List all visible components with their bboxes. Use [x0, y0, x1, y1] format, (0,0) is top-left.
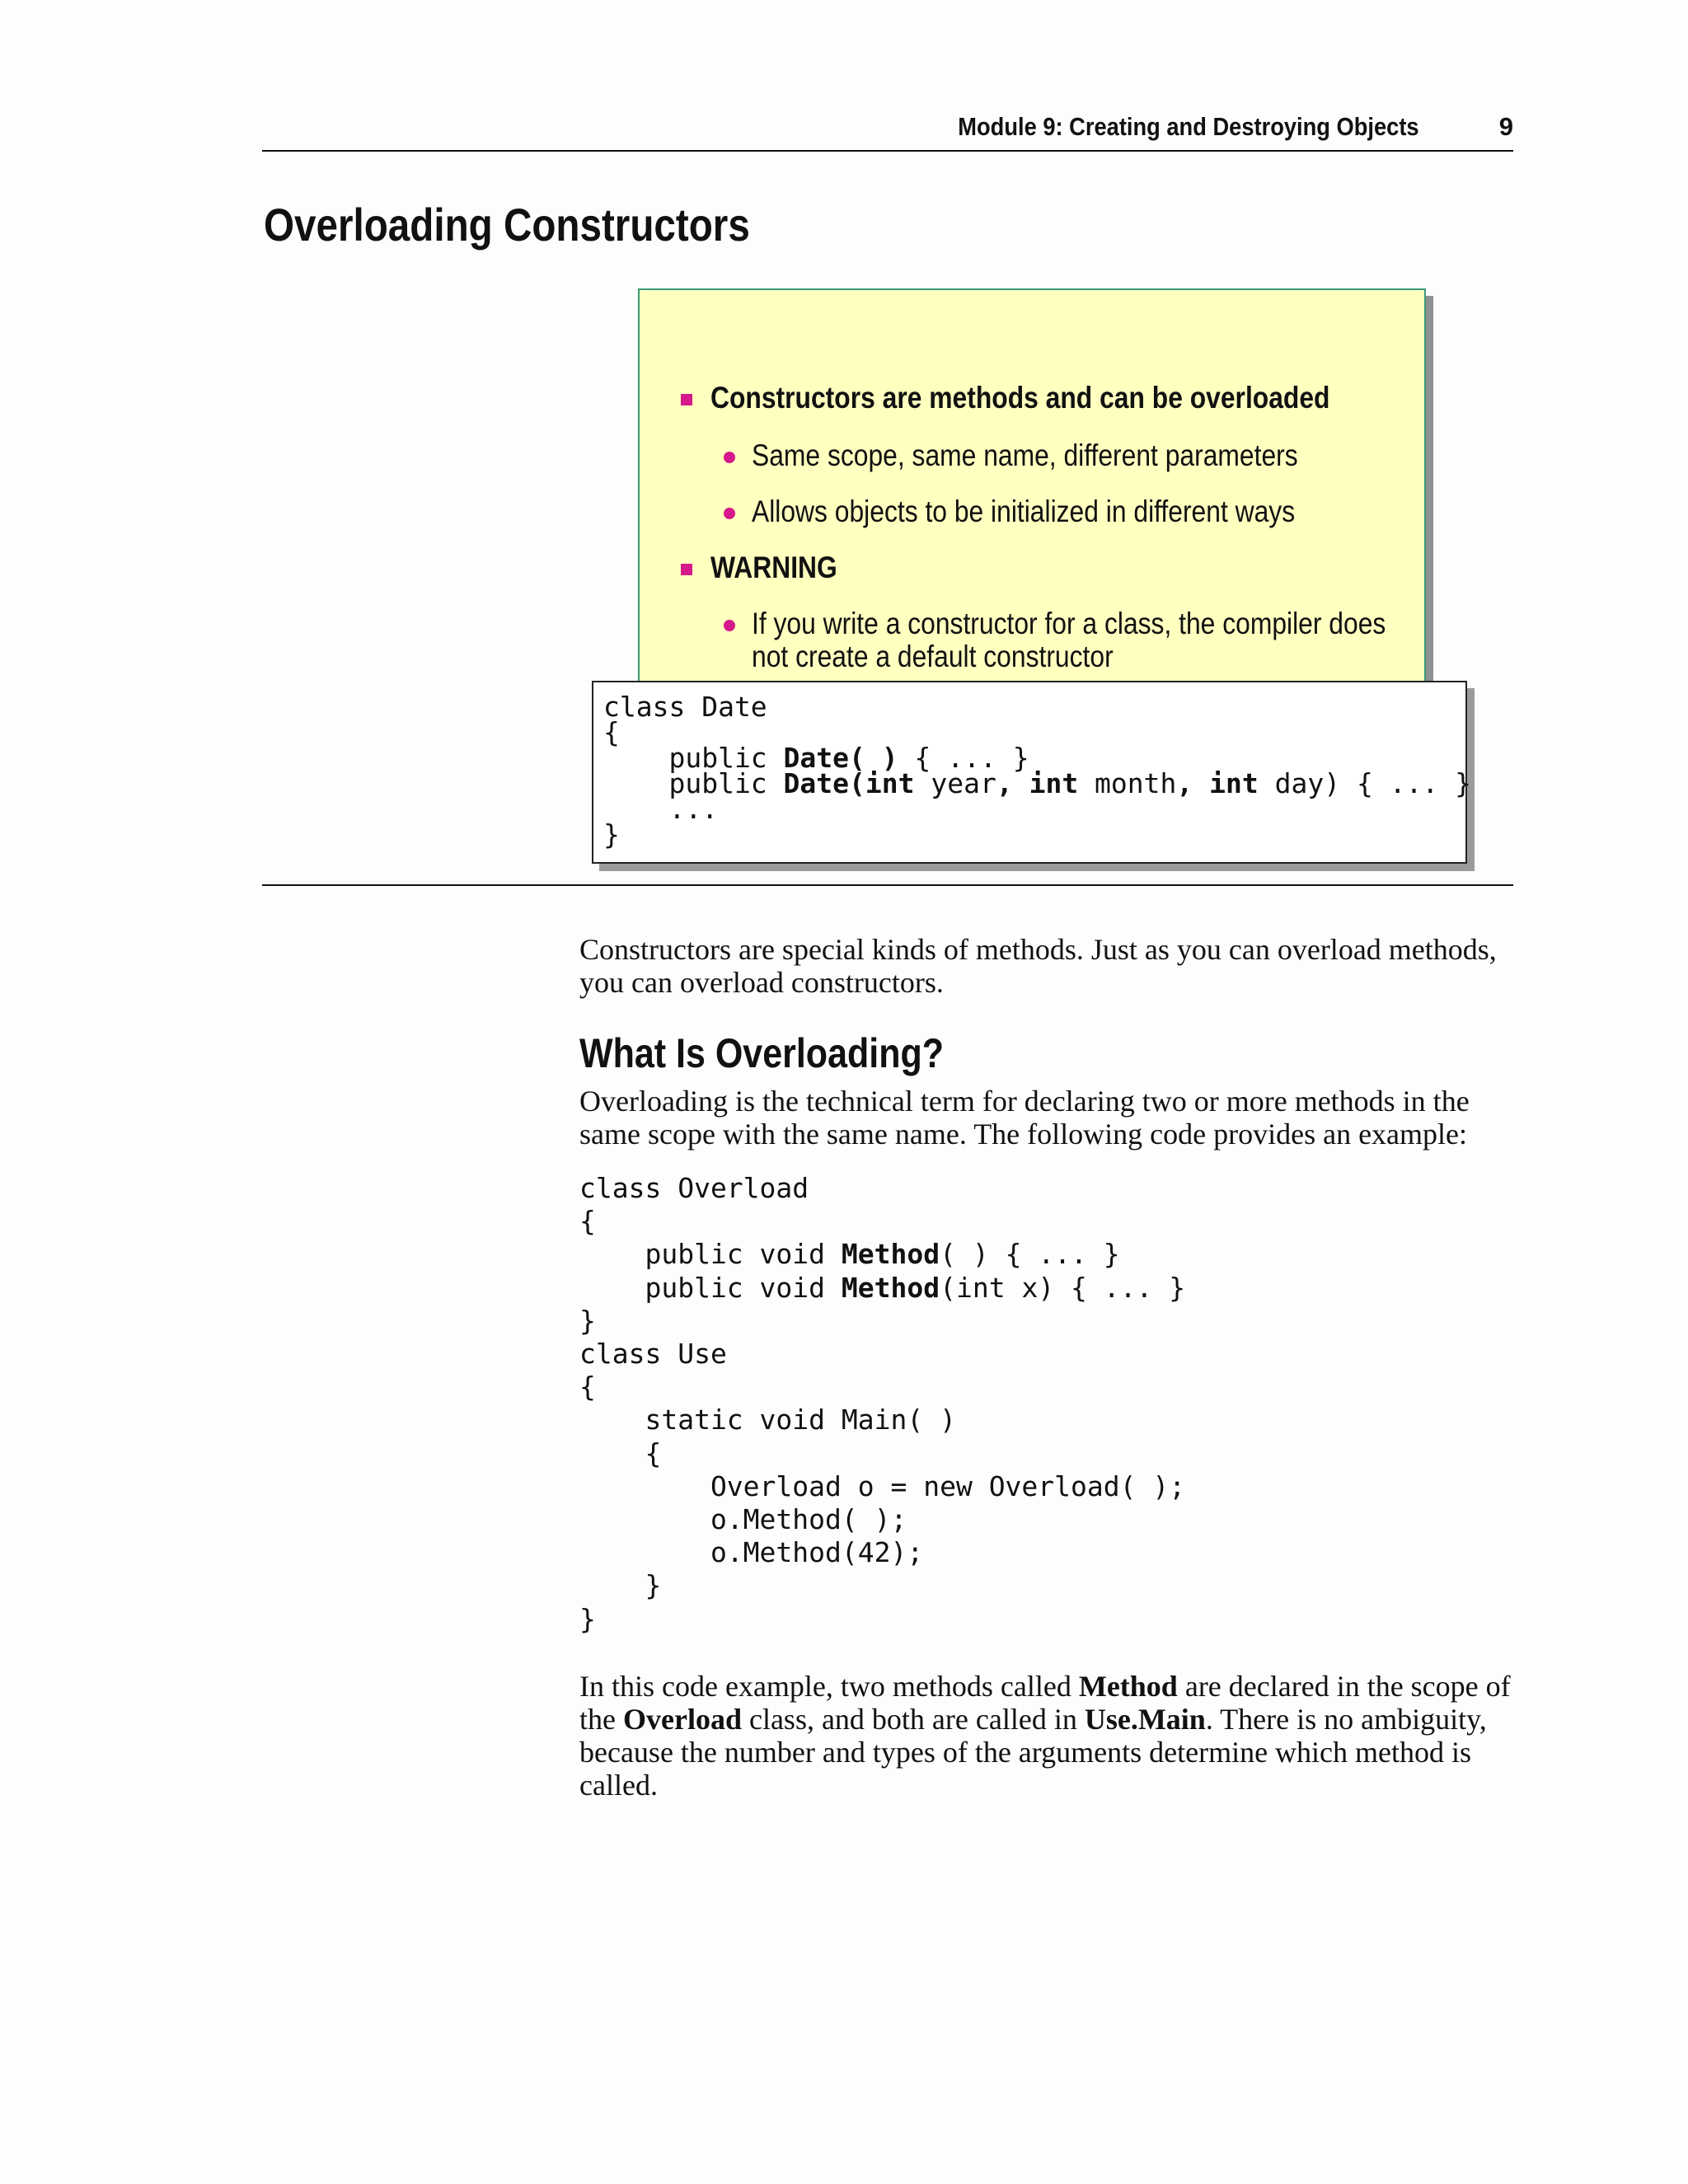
dot-bullet-icon	[724, 620, 735, 631]
section-paragraph: Overloading is the technical term for declaring two or more methods in the same scope with the same name. The following code provides an example:	[579, 1085, 1470, 1151]
section-divider	[262, 884, 1513, 886]
slide-bullet-1: Constructors are methods and can be overloaded	[682, 381, 1431, 415]
page-number: 9	[1498, 112, 1513, 141]
intro-paragraph: Constructors are special kinds of methods. Just as you can overload methods, you can overload constructors.	[579, 933, 1497, 999]
running-header	[262, 110, 1513, 152]
section-heading: What Is Overloading?	[579, 1030, 944, 1076]
slide-sub-bullet-1: Same scope, same name, different parameters	[724, 438, 1387, 473]
page-title: Overloading Constructors	[264, 199, 750, 251]
square-bullet-icon	[681, 394, 692, 405]
dot-bullet-icon	[724, 508, 735, 519]
header-title: Module 9: Creating and Destroying Objects	[958, 112, 1419, 141]
square-bullet-icon	[681, 564, 692, 575]
dot-bullet-icon	[724, 452, 735, 463]
slide-sub-bullet-2: Allows objects to be initialized in different ways	[724, 494, 1383, 529]
slide-sub-bullet-3: If you write a constructor for a class, the compiler does	[724, 607, 1489, 641]
slide-code: class Date { public Date( ) { ... } public Date(int year, int month, int day) { ... } ... }	[603, 691, 1472, 851]
code-example: class Overload { public void Method( ) { ... } public void Method(int x) { ... } } class Use { static void Main( ) { Overload o = new Overload( ); o.Method( ); o.Method(42); } }	[579, 1172, 1186, 1635]
closing-paragraph: In this code example, two methods called Method are declared in the scope of the Overload class, and both are called in Use.Main. There is no ambiguity, because the number and types of the arguments determine which method is called.	[579, 1670, 1511, 1802]
slide-code-box	[592, 681, 1472, 864]
slide-bullet-2: WARNING	[682, 551, 858, 585]
slide-panel	[638, 288, 1426, 687]
slide-sub-bullet-3-cont: not create a default constructor	[752, 640, 1114, 673]
